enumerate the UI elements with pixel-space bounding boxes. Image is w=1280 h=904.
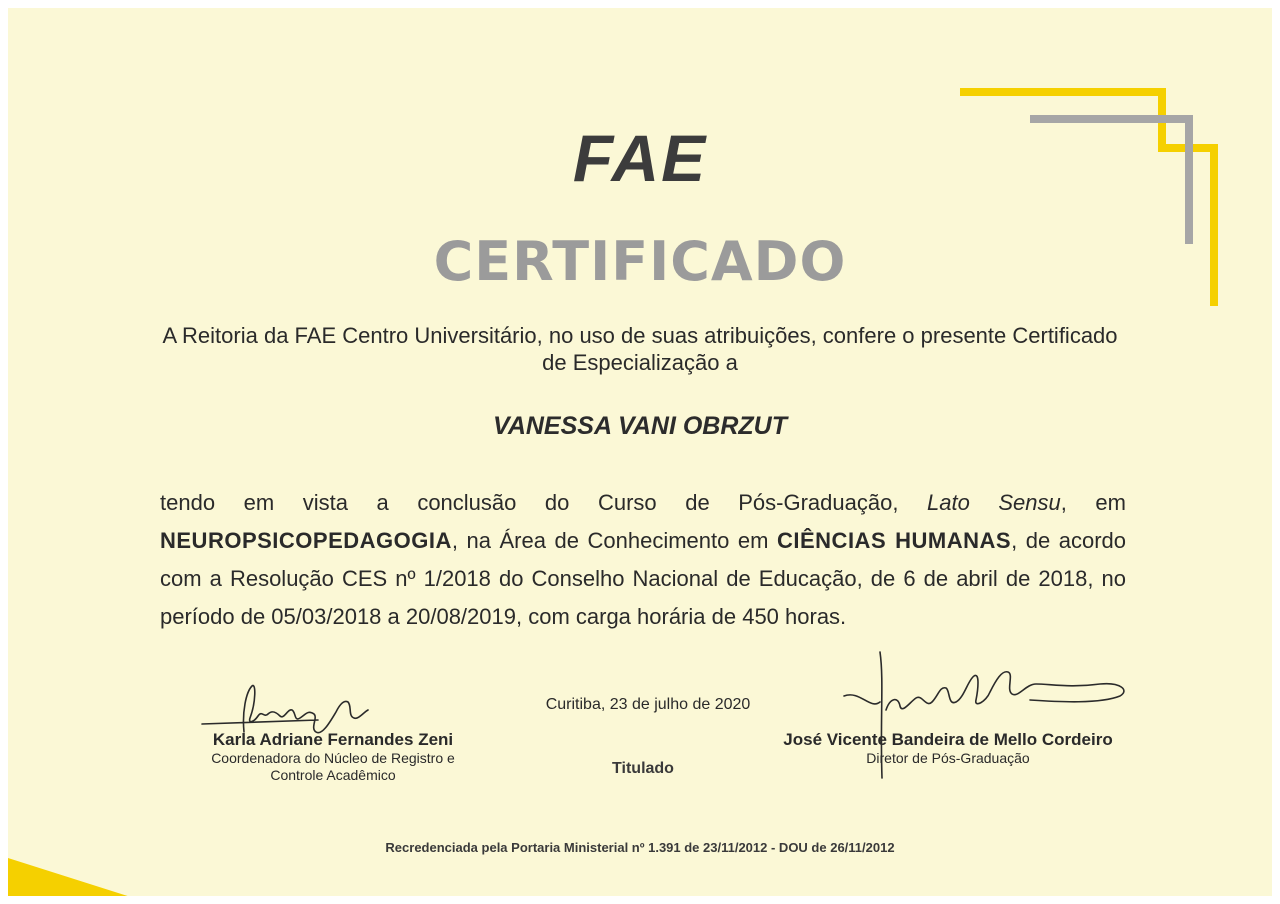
intro-text: A Reitoria da FAE Centro Universitário, no uso de suas atribuições, confere o presente Certificado de Especialização a bbox=[162, 323, 1118, 375]
signatory-left bbox=[183, 730, 483, 784]
signatory-right bbox=[768, 730, 1128, 767]
yellow-bottom-triangle bbox=[8, 858, 178, 904]
recipient-name: VANESSA VANI OBRZUT bbox=[493, 412, 787, 440]
body-part-2: , em bbox=[1060, 490, 1126, 515]
titulado-label: Titulado bbox=[612, 760, 674, 777]
signatory-right-name: José Vicente Bandeira de Mello Cordeiro bbox=[783, 730, 1113, 749]
signatory-left-role-line1: Coordenadora do Núcleo de Registro e bbox=[211, 750, 455, 766]
course-name: NEUROPSICOPEDAGOGIA bbox=[160, 528, 452, 553]
lato-sensu-text: Lato Sensu bbox=[927, 490, 1061, 515]
body-part-1: tendo em vista a conclusão do Curso de Pós-Graduação, bbox=[160, 490, 927, 515]
accreditation-footer: Recredenciada pela Portaria Ministerial nº 1.391 de 23/11/2012 - DOU de 26/11/2012 bbox=[385, 840, 895, 855]
signatory-left-name: Karla Adriane Fernandes Zeni bbox=[212, 730, 454, 749]
fae-logo: FAE bbox=[572, 121, 708, 195]
body-part-4: , de acordo com a Resolução CES nº 1/2018 do Conselho Nacional de Educação, de 6 de abril de 2018, no período de 05/03/2018 a 20/08/2019, com carga horária de 450 horas. bbox=[160, 528, 1126, 629]
city-date: Curitiba, 23 de julho de 2020 bbox=[545, 696, 751, 713]
signatory-right-role: Diretor de Pós-Graduação bbox=[866, 750, 1030, 766]
body-part-3: , na Área de Conhecimento em bbox=[451, 528, 777, 553]
knowledge-area: CIÊNCIAS HUMANAS bbox=[777, 528, 1012, 553]
certificate-title: CERTIFICADO bbox=[433, 230, 847, 293]
signatory-left-role-line2: Controle Acadêmico bbox=[270, 767, 396, 783]
body-text bbox=[160, 484, 1126, 636]
